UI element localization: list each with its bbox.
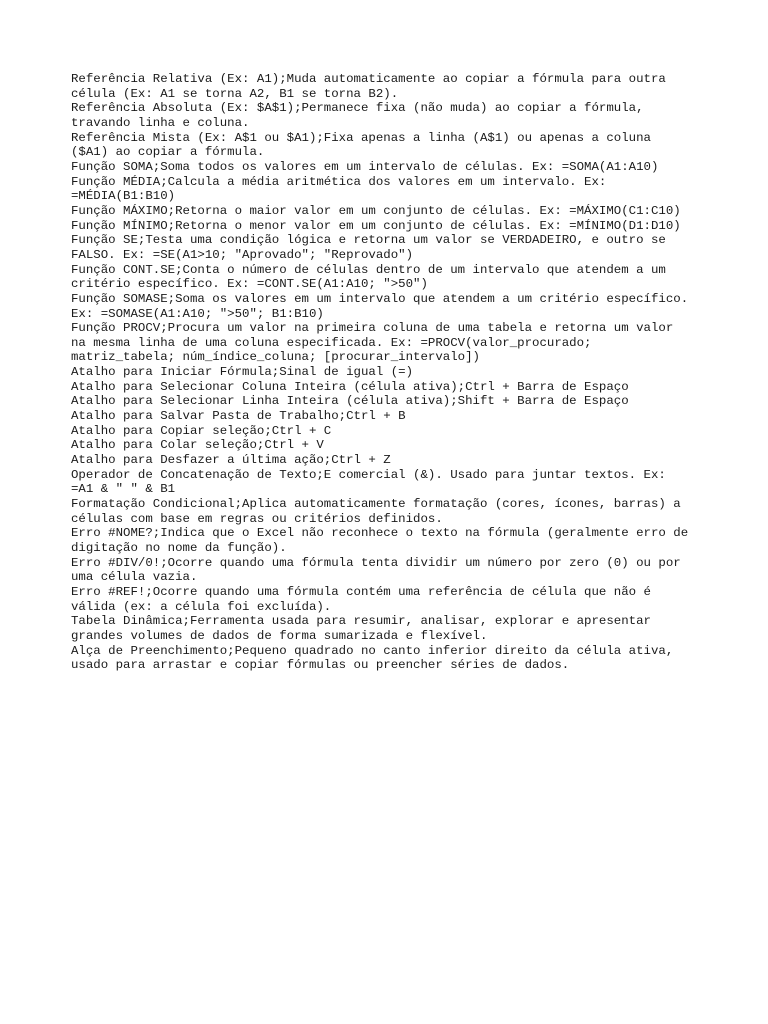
entry-tabela-dinamica: Tabela Dinâmica;Ferramenta usada para resumir, analisar, explorar e apresentar grandes volumes de dados de forma sumarizada e flexível. xyxy=(71,614,651,643)
entry-referencia-mista: Referência Mista (Ex: A$1 ou $A1);Fixa apenas a linha (A$1) ou apenas a coluna ($A1) ao copiar a fórmula. xyxy=(71,130,651,160)
document-page xyxy=(71,72,711,673)
entry-funcao-procv: Função PROCV;Procura um valor na primeira coluna de uma tabela e retorna um valor na mesma linha de uma coluna especificada. Ex: =PROCV(valor_procurado; matriz_tabela; núm_índice_coluna; [procurar_intervalo]) xyxy=(71,321,674,365)
entry-erro-nome: Erro #NOME?;Indica que o Excel não reconhece o texto na fórmula (geralmente erro de digitação no nome da função). xyxy=(71,526,689,555)
entry-funcao-cont-se: Função CONT.SE;Conta o número de células dentro de um intervalo que atendem a um critério específico. Ex: =CONT.SE(A1:A10; ">50") xyxy=(71,262,666,292)
entry-referencia-relativa: Referência Relativa (Ex: A1);Muda automaticamente ao copiar a fórmula para outra célula (Ex: A1 se torna A2, B1 se torna B2). xyxy=(71,72,666,101)
entry-funcao-soma: Função SOMA;Soma todos os valores em um intervalo de células. Ex: =SOMA(A1:A10) xyxy=(71,159,659,174)
entry-referencia-absoluta: Referência Absoluta (Ex: $A$1);Permanece fixa (não muda) ao copiar a fórmula, travando linha e coluna. xyxy=(71,101,644,130)
entry-funcao-se: Função SE;Testa uma condição lógica e retorna um valor se VERDADEIRO, e outro se FALSO. Ex: =SE(A1>10; "Aprovado"; "Reprovado") xyxy=(71,233,666,262)
entry-atalho-iniciar-formula: Atalho para Iniciar Fórmula;Sinal de igual (=) xyxy=(71,365,414,380)
entry-atalho-copiar: Atalho para Copiar seleção;Ctrl + C xyxy=(71,423,332,438)
entry-funcao-media: Função MÉDIA;Calcula a média aritmética dos valores em um intervalo. Ex: =MÉDIA(B1:B10) xyxy=(71,174,607,204)
entry-funcao-somase: Função SOMASE;Soma os valores em um intervalo que atendem a um critério específico. Ex: =SOMASE(A1:A10; ">50"; B1:B10) xyxy=(71,291,689,321)
entry-formatacao-condicional: Formatação Condicional;Aplica automaticamente formatação (cores, ícones, barras) a células com base em regras ou critérios definidos. xyxy=(71,497,681,526)
entry-funcao-maximo: Função MÁXIMO;Retorna o maior valor em um conjunto de células. Ex: =MÁXIMO(C1:C10) xyxy=(71,203,681,218)
entry-atalho-selecionar-coluna: Atalho para Selecionar Coluna Inteira (célula ativa);Ctrl + Barra de Espaço xyxy=(71,379,629,394)
entry-erro-ref: Erro #REF!;Ocorre quando uma fórmula contém uma referência de célula que não é válida (ex: a célula foi excluída). xyxy=(71,584,651,614)
entry-atalho-colar: Atalho para Colar seleção;Ctrl + V xyxy=(71,438,324,453)
entry-funcao-minimo: Função MÍNIMO;Retorna o menor valor em um conjunto de células. Ex: =MÍNIMO(D1:D10) xyxy=(71,218,681,233)
entry-erro-div0: Erro #DIV/0!;Ocorre quando uma fórmula tenta dividir um número por zero (0) ou por uma célula vazia. xyxy=(71,555,681,585)
entry-alca-preenchimento: Alça de Preenchimento;Pequeno quadrado no canto inferior direito da célula ativa, usado para arrastar e copiar fórmulas ou preencher séries de dados. xyxy=(71,643,674,673)
entry-atalho-salvar: Atalho para Salvar Pasta de Trabalho;Ctrl + B xyxy=(71,409,406,424)
entry-atalho-selecionar-linha: Atalho para Selecionar Linha Inteira (célula ativa);Shift + Barra de Espaço xyxy=(71,394,629,409)
entry-operador-concatenacao: Operador de Concatenação de Texto;E comercial (&). Usado para juntar textos. Ex: =A1 & " " & B1 xyxy=(71,467,666,497)
entry-atalho-desfazer: Atalho para Desfazer a última ação;Ctrl + Z xyxy=(71,453,391,468)
